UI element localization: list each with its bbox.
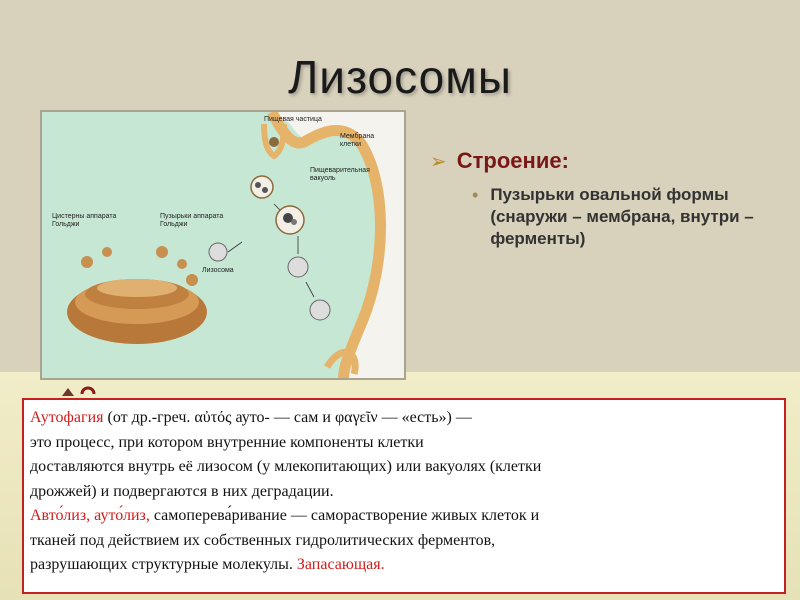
arrow (228, 242, 242, 252)
lysosome (209, 243, 227, 261)
label-lysosome: Лизосома (202, 267, 234, 274)
structure-list (430, 148, 780, 250)
extracellular-space (272, 112, 406, 380)
autolysis-line-2: тканей под действием их собственных гидролитических ферментов, (30, 531, 496, 549)
label-digestive-vacuole-2: вакуоль (310, 175, 336, 182)
membrane-edge (42, 112, 112, 162)
golgi-vesicle (177, 259, 187, 269)
structure-item (430, 184, 780, 250)
golgi-vesicle (102, 247, 112, 257)
structure-heading-row (430, 148, 780, 174)
vacuole-content (291, 219, 297, 225)
autolysis-term: Авто́лиз, ауто́лиз, (30, 507, 150, 524)
bullet-arrow-icon: ➢ (430, 150, 447, 173)
autolysis-line-1 (30, 504, 778, 529)
golgi-cistern (97, 279, 177, 297)
hidden-bullet-peek-icon (58, 378, 98, 398)
label-golgi-cisterns-1: Цистерны аппарата (52, 213, 117, 220)
golgi-vesicle (81, 256, 93, 268)
structure-item-text: Пузырьки овальной формы (снаружи – мембрана, внутри – ферменты) (490, 185, 754, 248)
slide-title: Лизосомы (288, 51, 512, 103)
autophagy-line-3: доставляются внутрь её лизосом (у млекопитающих) или вакуолях (клетки (30, 458, 542, 475)
autophagy-line-1 (30, 406, 778, 431)
definitions-box (22, 398, 786, 594)
autolysis-end: разрушающих структурные молекулы. (30, 556, 297, 573)
food-particle (269, 137, 279, 147)
label-golgi-cisterns-2: Гольджи (52, 221, 80, 228)
storage-label: Запасающая. (296, 556, 385, 573)
autolysis-line-3 (30, 553, 778, 578)
autophagy-line-2: это процесс, при котором внутренние компоненты клетки (30, 433, 424, 451)
digestive-vacuole-1 (251, 176, 273, 198)
vacuole-content (255, 182, 261, 188)
arrow (274, 204, 280, 210)
autolysis-definition: самоперева́ривание — саморастворение живых клеток и (149, 507, 540, 524)
lysosome-diagram-svg (42, 112, 406, 380)
vacuole-content (262, 187, 268, 193)
label-digestive-vacuole-1: Пищеварительная (310, 167, 370, 174)
golgi-vesicle (156, 246, 168, 258)
bullet-dot-icon: • (472, 185, 479, 205)
label-golgi-vesicles-2: Гольджи (160, 221, 188, 228)
autophagy-etymology: (от др.-греч. αὐτός ауто- — сам и φαγεῖν — «есть») — (103, 409, 472, 426)
autophagy-term: Аутофагия (30, 409, 104, 426)
lysosome (310, 300, 330, 320)
structure-heading: Строение: (456, 148, 569, 173)
autophagy-line-4: дрожжей) и подвергаются в них деградации. (30, 482, 334, 500)
label-golgi-vesicles-1: Пузырьки аппарата (160, 213, 224, 220)
lysosome (288, 257, 308, 277)
label-cell-membrane-2: клетки (340, 141, 362, 148)
label-food-particle: Пищевая частица (264, 116, 322, 123)
arrow (306, 282, 314, 297)
golgi-vesicle (186, 274, 198, 286)
label-cell-membrane-1: Мембрана (340, 133, 375, 140)
lysosome-diagram (40, 110, 406, 380)
